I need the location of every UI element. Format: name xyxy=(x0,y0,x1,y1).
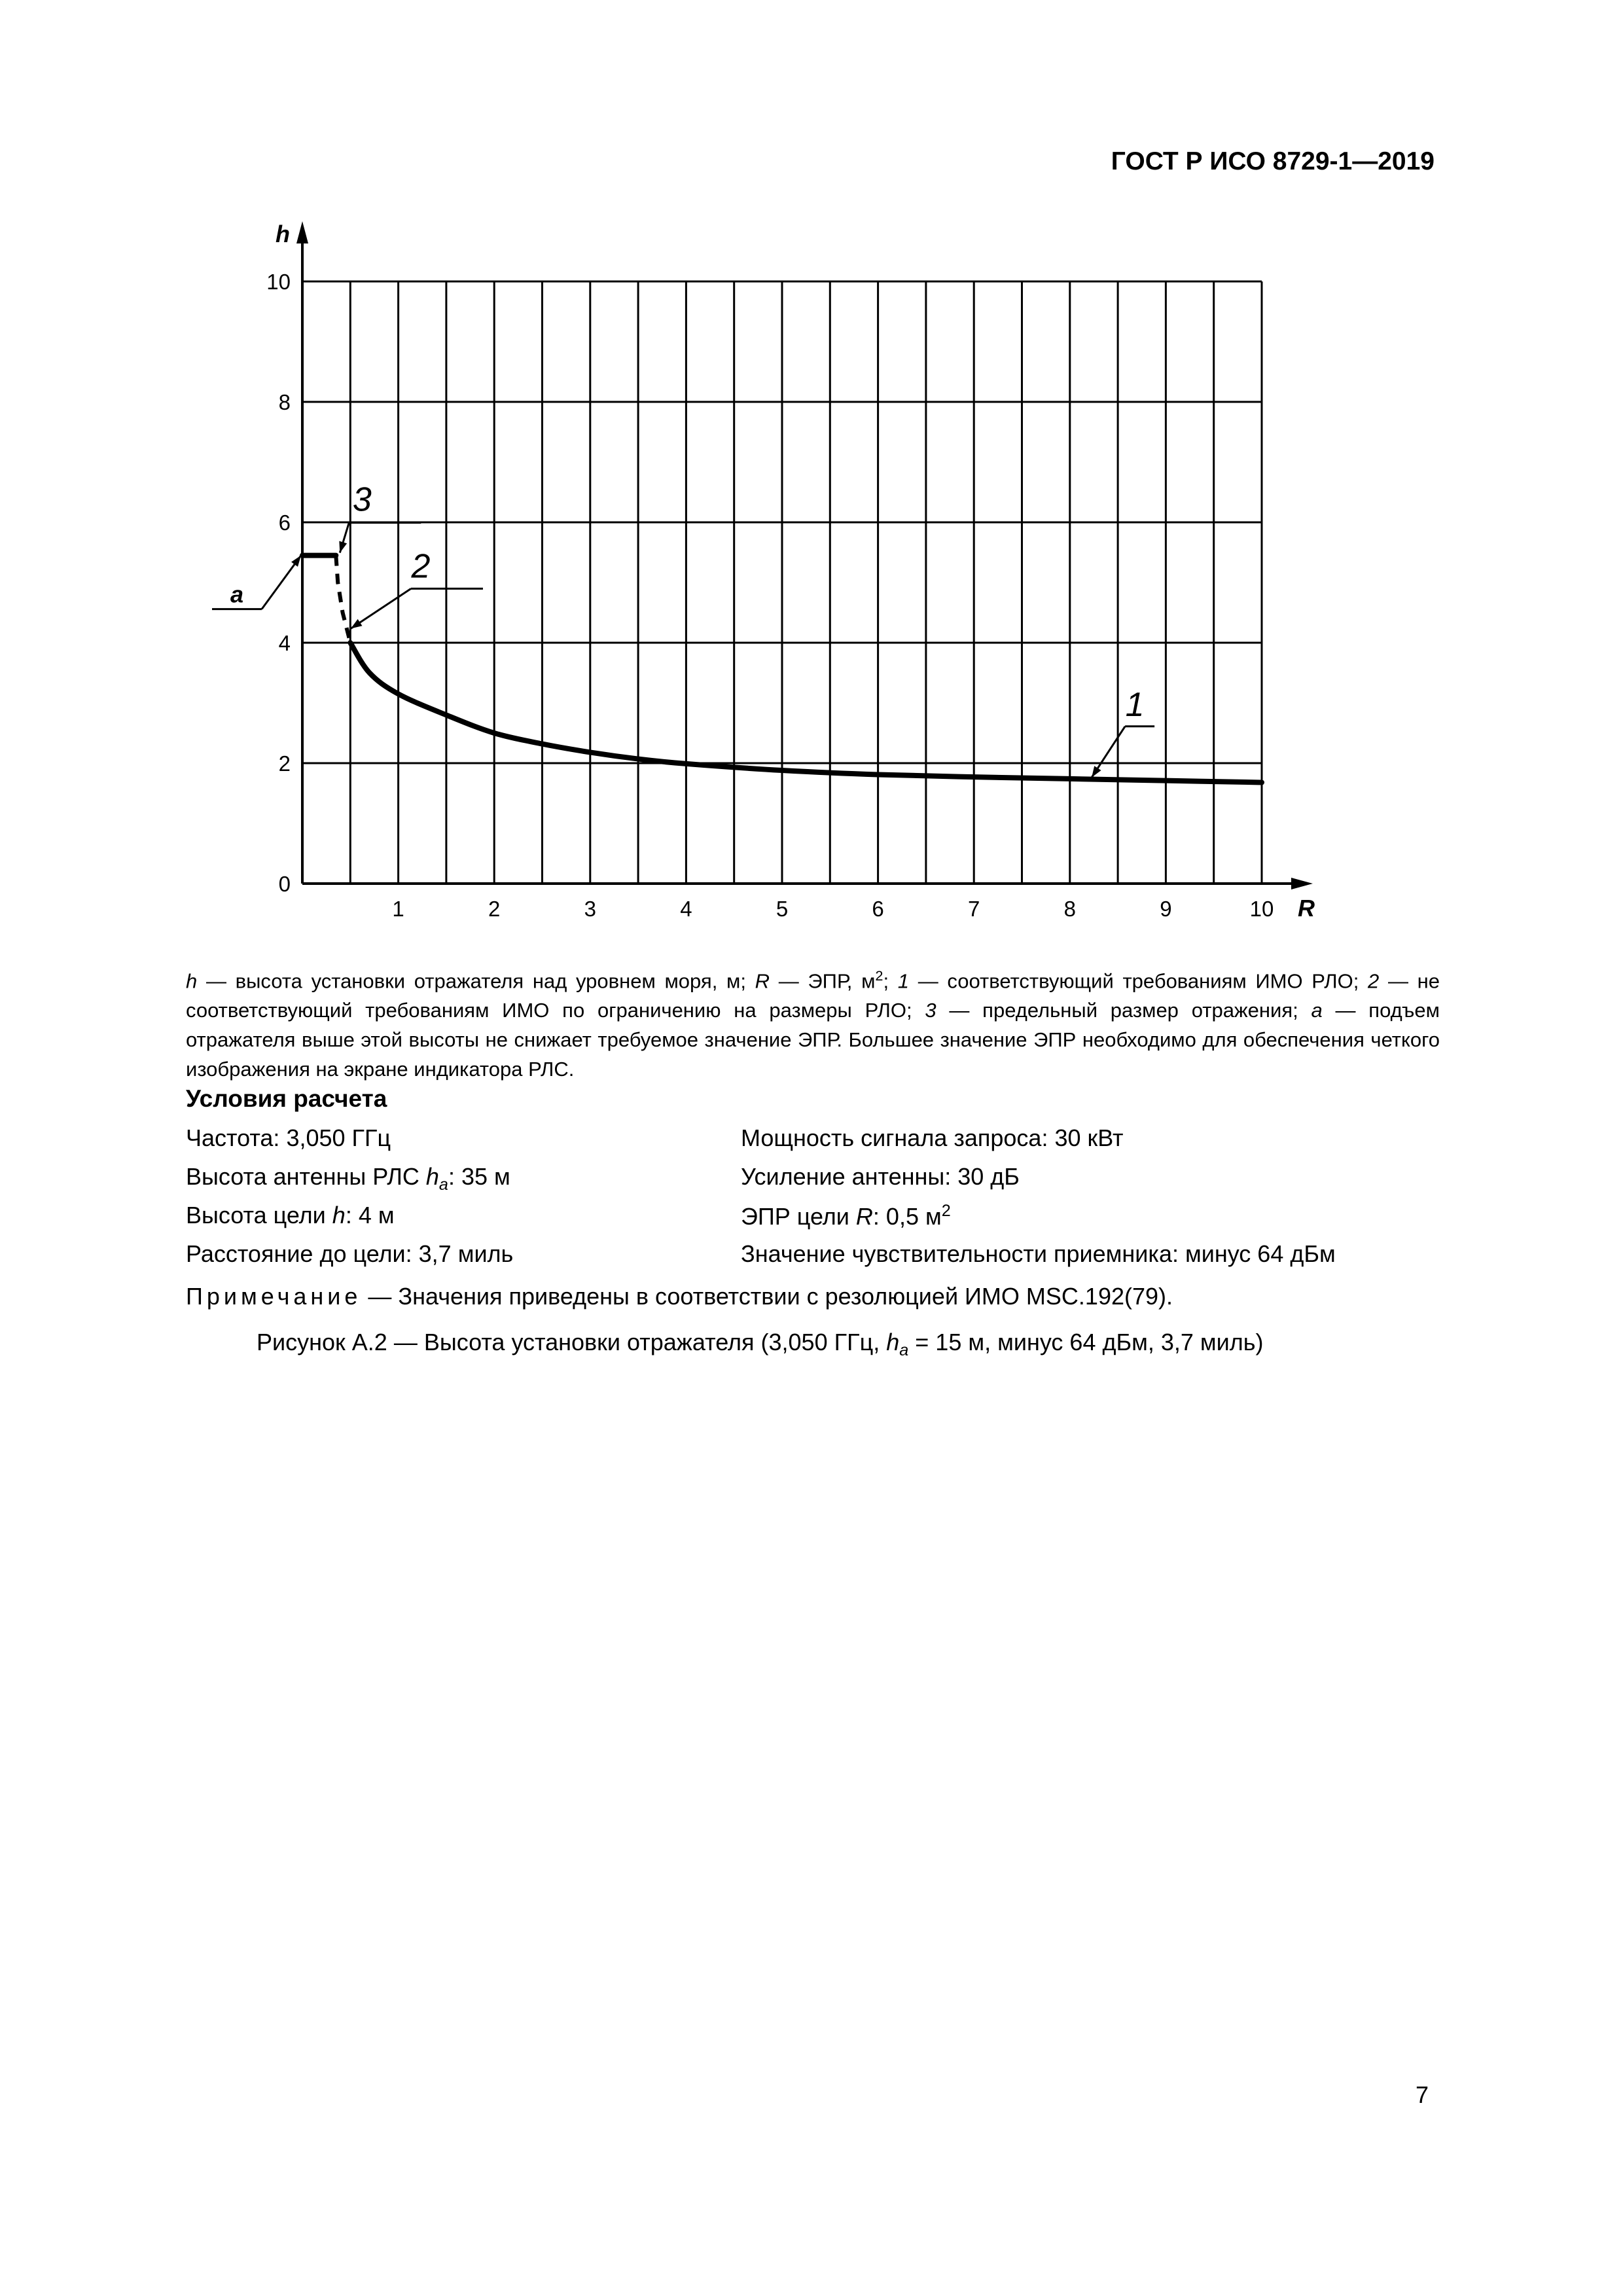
annotation-label: 2 xyxy=(411,547,431,586)
chart-annotations xyxy=(212,481,1154,778)
annotation-2 xyxy=(351,547,483,628)
conditions-title: Условия расчета xyxy=(186,1085,387,1112)
figure-caption xyxy=(257,1329,1264,1360)
condition-target-height-label: Высота цели xyxy=(186,1202,332,1229)
legend-item-3-text: — предельный размер отражения; xyxy=(936,999,1311,1022)
x-tick-label: 7 xyxy=(968,897,980,921)
legend-item-3-number: 3 xyxy=(925,999,936,1022)
annotation-arrow-icon xyxy=(351,619,363,628)
page-number: 7 xyxy=(1416,2081,1429,2108)
x-tick-label: 9 xyxy=(1160,897,1172,921)
condition-antenna-height-symbol: h xyxy=(425,1163,439,1190)
reflector-height-chart xyxy=(230,216,1335,923)
x-axis-arrow-icon xyxy=(1291,878,1313,889)
x-tick-label: 3 xyxy=(584,897,596,921)
annotation-3 xyxy=(339,481,421,553)
series-line-2 xyxy=(336,556,350,643)
legend-separator: ; xyxy=(883,969,898,993)
annotation-arrow-icon xyxy=(291,556,301,567)
annotation-label: a xyxy=(230,581,244,608)
x-tick-label: 2 xyxy=(488,897,501,921)
y-tick-label: 6 xyxy=(278,511,291,535)
condition-target-height-symbol: h xyxy=(332,1202,346,1229)
annotation-label: 1 xyxy=(1125,685,1145,724)
condition-frequency: Частота: 3,050 ГГц xyxy=(186,1124,391,1151)
annotation-arrow-icon xyxy=(339,541,347,553)
x-tick-label: 1 xyxy=(392,897,404,921)
y-axis-arrow-icon xyxy=(296,221,308,243)
condition-antenna-height xyxy=(186,1163,510,1194)
annotation-label: 3 xyxy=(352,480,372,519)
condition-target-height-value: : 4 м xyxy=(345,1202,395,1229)
condition-sensitivity: Значение чувствительности приемника: минус 64 дБм xyxy=(741,1240,1336,1267)
legend-a-symbol: a xyxy=(1311,999,1323,1022)
annotation-a xyxy=(212,556,301,609)
legend-h-symbol: h xyxy=(186,969,198,993)
condition-antenna-height-label: Высота антенны РЛС xyxy=(186,1163,426,1190)
legend-item-2-text: — не соответствующий требованиям ИМО по ограничению на размеры РЛО; xyxy=(186,969,1440,1022)
caption-text-end: = 15 м, минус 64 дБм, 3,7 миль) xyxy=(908,1329,1264,1355)
condition-antenna-height-subscript: a xyxy=(438,1175,448,1194)
figure-legend xyxy=(186,961,1440,1084)
legend-r-symbol: R xyxy=(755,969,770,993)
caption-text-start: Рисунок А.2 — Высота установки отражателя (3,050 ГГц, xyxy=(257,1329,887,1355)
note-label: Примечание xyxy=(186,1283,362,1310)
condition-target-rcs-value: : 0,5 м xyxy=(872,1203,942,1230)
legend-h-text: — высота установки отражателя над уровнем моря, м; xyxy=(197,969,755,993)
y-tick-label: 10 xyxy=(266,270,291,294)
chart-axes xyxy=(296,221,1313,889)
caption-subscript: a xyxy=(899,1341,909,1360)
note-text: — Значения приведены в соответствии с резолюцией ИМО MSC.192(79). xyxy=(361,1283,1173,1310)
condition-gain: Усиление антенны: 30 дБ xyxy=(741,1163,1020,1190)
legend-r-superscript: 2 xyxy=(875,967,883,984)
legend-item-1-number: 1 xyxy=(897,969,910,993)
legend-a-text: — подъем отражателя выше этой высоты не снижает требуемое значение ЭПР. Большее значение ЭПР необходимо для обеспечения четкого изображения на экране индикатора РЛС. xyxy=(186,999,1440,1081)
x-axis-label: R xyxy=(1298,895,1315,922)
legend-r-text: — ЭПР, м xyxy=(770,969,876,993)
x-tick-label: 10 xyxy=(1249,897,1274,921)
condition-power: Мощность сигнала запроса: 30 кВт xyxy=(741,1124,1124,1151)
condition-target-rcs xyxy=(741,1202,951,1230)
y-tick-label: 4 xyxy=(278,631,291,655)
y-tick-label: 8 xyxy=(278,390,291,414)
condition-target-rcs-label: ЭПР цели xyxy=(741,1203,856,1230)
y-axis-label: h xyxy=(276,221,290,247)
legend-item-2-number: 2 xyxy=(1368,969,1380,993)
x-tick-label: 8 xyxy=(1063,897,1076,921)
condition-antenna-height-value: : 35 м xyxy=(448,1163,510,1190)
x-tick-label: 4 xyxy=(680,897,692,921)
condition-target-height xyxy=(186,1202,395,1229)
chart-grid xyxy=(302,281,1262,884)
y-tick-label: 2 xyxy=(278,751,291,776)
x-tick-label: 5 xyxy=(776,897,789,921)
legend-item-1-text: — соответствующий требованиям ИМО РЛО; xyxy=(909,969,1368,993)
condition-target-rcs-symbol: R xyxy=(855,1203,873,1230)
y-tick-label: 0 xyxy=(278,872,291,896)
x-tick-label: 6 xyxy=(872,897,884,921)
annotation-arrow-icon xyxy=(1092,766,1101,778)
note xyxy=(186,1283,1173,1310)
caption-symbol: h xyxy=(886,1329,900,1355)
document-header: ГОСТ Р ИСО 8729-1—2019 xyxy=(1111,147,1435,175)
condition-target-rcs-superscript: 2 xyxy=(941,1202,951,1220)
condition-distance: Расстояние до цели: 3,7 миль xyxy=(186,1240,514,1267)
